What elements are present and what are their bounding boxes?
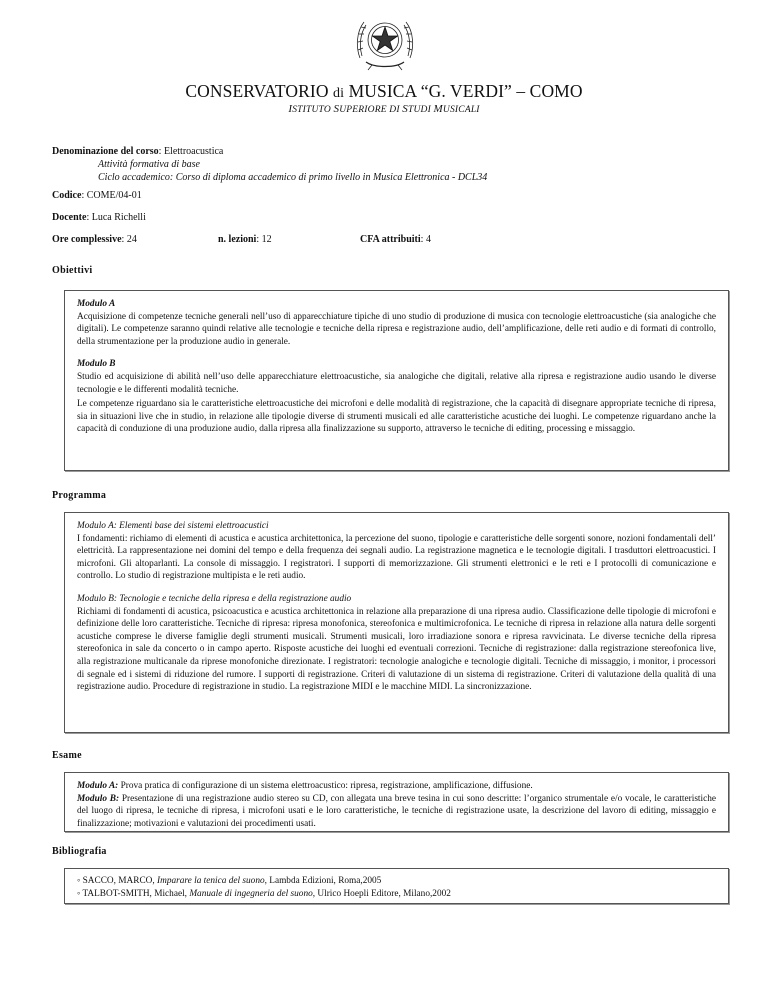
code-value: COME/04-01 xyxy=(86,190,142,201)
bib-author: SACCO, MARCO, xyxy=(82,876,155,886)
bibliography-box xyxy=(64,868,729,904)
teacher-row: Docente: Luca Richelli xyxy=(52,212,146,223)
subtitle-cap: S xyxy=(402,103,408,115)
subtitle-cap: M xyxy=(433,103,443,115)
exam-module-b-label: Modulo B: xyxy=(77,793,120,804)
subtitle-cap: I xyxy=(288,103,293,115)
subtitle-text: USICALI xyxy=(442,105,480,115)
objectives-box xyxy=(64,290,729,471)
bib-rest: , Ulrico Hoepli Editore, Milano,2002 xyxy=(312,888,451,899)
course-name-row: Denominazione del corso: Elettroacustica xyxy=(52,146,224,157)
lessons-label: n. lezioni xyxy=(218,234,257,245)
subtitle-text: UPERIORE DI xyxy=(339,105,400,115)
hours-value: 24 xyxy=(126,234,137,245)
bib-rest: , Lambda Edizioni, Roma,2005 xyxy=(264,876,382,886)
course-activity: Attività formativa di base xyxy=(98,159,200,170)
bib-title: Manuale di ingegneria del suono xyxy=(189,888,313,899)
institution-subtitle xyxy=(0,103,768,115)
lessons-row: n. lezioni: 12 xyxy=(218,234,272,245)
exam-module-b xyxy=(77,793,716,831)
objectives-module-b-title: Modulo B xyxy=(77,359,116,370)
exam-box xyxy=(64,772,729,832)
cfa-row: CFA attribuiti: 4 xyxy=(360,234,431,245)
bullet-icon: ◦ xyxy=(77,876,81,886)
title-part1: CONSERVATORIO xyxy=(185,81,329,101)
program-box xyxy=(64,512,729,733)
exam-module-a-text: Prova pratica di configurazione di un sistema elettroacustico: ripresa, registrazione, amplificazione, diffusione. xyxy=(120,781,533,791)
exam-module-a xyxy=(77,780,716,793)
course-cycle: Ciclo accademico: Corso di diploma accademico di primo livello in Musica Elettronica - DCL34 xyxy=(98,172,488,183)
exam-module-a-label: Modulo A: xyxy=(77,781,119,791)
objectives-module-a-text: Acquisizione di competenze tecniche generali nell’uso di apparecchiature tipiche di uno studio di produzione di musica con tecnologie elettroacustiche (sia analogiche che digitali). Le competenze saranno quindi relative alle tecnologie e tecniche della ripresa e registrazione audio, dell’amplificazione, delle reti audio e di formati di controllo, della strumentazione per la produzione audio in generale. xyxy=(77,311,716,347)
course-name-value: Elettroacustica xyxy=(163,146,224,157)
cfa-label: CFA attribuiti xyxy=(360,234,421,245)
exam-title: Esame xyxy=(52,750,82,761)
subtitle-text: STITUTO xyxy=(292,105,331,115)
objectives-module-a-title: Modulo A xyxy=(77,299,116,309)
institution-title xyxy=(0,81,768,102)
program-title: Programma xyxy=(52,490,107,501)
program-module-a-text: I fondamenti: richiamo di elementi di acustica e acustica architettonica, la percezione del suono, tipologie e caratteristiche delle sorgenti sonore, nozioni fondamentali dell’ elettricità. La rappresentazione nei domini del tempo e della frequenza dei segnali audio. La registrazione magnetica e le tecnologie digitali. I trasduttori elettroacustici. I microfoni. Gli altoparlanti. La console di missaggio. I registratori. I supporti di memorizzazione. Gli strumenti elettronici e le reti e I protocolli di comunicazione e controllo. Lo studio di registrazione multipista e le reti audio. xyxy=(77,533,716,582)
teacher-label: Docente xyxy=(52,212,87,223)
bib-author: TALBOT-SMITH, Michael, xyxy=(82,888,187,899)
emblem-icon xyxy=(352,10,418,72)
bibliography-item xyxy=(77,888,716,901)
code-row: Codice: COME/04-01 xyxy=(52,190,142,201)
program-module-a-title: Modulo A: Elementi base dei sistemi elettroacustici xyxy=(77,521,269,531)
course-name-label: Denominazione del corso xyxy=(52,146,159,157)
bibliography-title: Bibliografia xyxy=(52,846,107,857)
objectives-module-b-text1: Studio ed acquisizione di abilità nell’uso delle apparecchiature elettroacustiche, sia analogiche che digitali, relative alla ripresa e registrazione audio usando le diverse tecnologie e le differenti modalità tecniche. xyxy=(77,371,716,395)
title-part2: MUSICA “G. VERDI” – COMO xyxy=(348,81,583,101)
teacher-value: Luca Richelli xyxy=(91,212,146,223)
program-module-b-title: Modulo B: Tecnologie e tecniche della ripresa e della registrazione audio xyxy=(77,593,352,604)
objectives-module-b-text2: Le competenze riguardano sia le caratteristiche elettroacustiche dei microfoni e delle modalità di registrazione, che la capacità di disegnare appropriate tecniche di ripresa, sia in situazioni live che in studio, in relazione alle tipologie diverse di strumenti musicali ed alle caratteristiche acustiche dei luoghi. Le competenze riguardano anche la capacità di conduzione di una produzione audio, dalla ripresa alla finalizzazione su supporto, attraverso le tecniche di editing, processing e missaggio. xyxy=(77,399,716,435)
bib-title: Imparare la tenica del suono xyxy=(157,876,265,886)
bullet-icon: ◦ xyxy=(77,888,81,899)
exam-module-b-text: Presentazione di una registrazione audio stereo su CD, con allegata una breve tesina in cui sono descritte: l’organico strumentale e/o vocale, le caratteristiche del luogo di ripresa, le tecniche di ripresa, i microfoni usati e le loro caratteristiche, le tecniche di registrazione usate, la descrizione del lavoro di editing, missaggio e finalizzazione; motivazioni e valutazioni dei procedimenti usati. xyxy=(77,793,717,829)
hours-label: Ore complessive xyxy=(52,234,122,245)
subtitle-cap: S xyxy=(333,103,340,115)
bibliography-item xyxy=(77,875,716,888)
cfa-value: 4 xyxy=(425,234,431,245)
subtitle-text: TUDI xyxy=(407,105,431,115)
code-label: Codice xyxy=(52,190,82,201)
title-di: di xyxy=(333,86,345,101)
objectives-title: Obiettivi xyxy=(52,265,93,276)
program-module-b-text: Richiami di fondamenti di acustica, psicoacustica e acustica architettonica in relazione alla preparazione di una ripresa audio. Classificazione delle tipologie di microfoni e definizione delle loro caratteristiche. Tecniche di ripresa: ripresa monofonica, stereofonica e multimicrofonica. Le tecniche di ripresa in relazione alla natura delle sorgenti acustiche comprese le diverse famiglie degli strumenti musicali. Strumenti musicali, loro irradiazione sonora e ripresa ravvicinata. Le diverse tecniche della ripresa stereofonica in sale da concerto o in campo aperto. Risposte acustiche dei luoghi ed eventuali correzioni. Tecniche di registrazione: dalla registrazione stereofonica live, alla registrazione multicanale da riprese monofoniche direzionate. I registratori: tecnologie analogiche e tecnologie digitali. Tecniche di missaggio, i monitor, i processori di segnale ed i sistemi di riduzione del rumore. I supporti di registrazione. Criteri di valutazione di un sistema di registrazione. Criteri di valutazione della qualità di una registrazione audio. Procedure di registrazione in studio. La registrazione MIDI e le macchine MIDI. La sincronizzazione. xyxy=(77,606,716,693)
hours-row: Ore complessive: 24 xyxy=(52,234,137,245)
lessons-value: 12 xyxy=(261,234,272,245)
